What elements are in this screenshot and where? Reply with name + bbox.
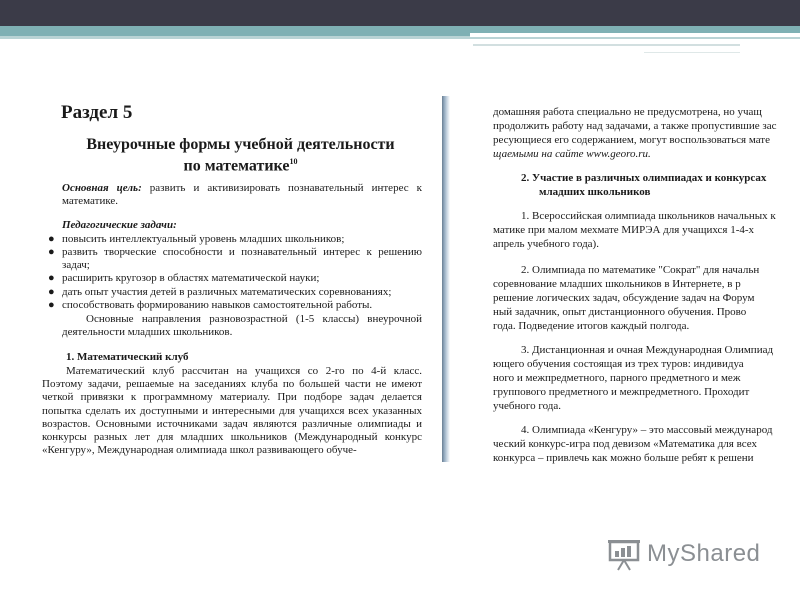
continuation-line: щаемыми на сайте www.georo.ru. <box>493 148 651 160</box>
title-line-2: по математике <box>183 157 290 175</box>
olympiad-2-line: года. Подведение итогов каждый полгода. <box>493 320 690 332</box>
continuation-line: домашняя работа специально не предусмотрена, но учащ <box>493 106 762 118</box>
olympiad-3-line: ного и межпредметного, парного предметного и меж <box>493 372 741 384</box>
top-dark-band <box>0 0 800 26</box>
olympiad-1-line: 1. Всероссийская олимпиада школьников начальных к <box>521 210 776 222</box>
goal-label: Основная цель: <box>62 182 142 194</box>
tasks-label-text: Педагогические задачи: <box>62 219 177 231</box>
bullet-text: повысить интеллектуальный уровень младших школьников; <box>62 233 345 245</box>
olympiad-4-line: 4. Олимпиада «Кенгуру» – это массовый международ <box>521 424 773 436</box>
olympiad-4-line: ческий конкурс-игра под девизом «Математика для всех <box>493 438 757 450</box>
goal-paragraph <box>62 182 422 208</box>
tasks-label <box>62 219 422 232</box>
section-2-heading-line-2: младших школьников <box>539 186 651 198</box>
page-title <box>38 136 443 174</box>
directions-paragraph: Основные направления разновозрастной (1-5 классы) внеурочной деятельности младших школьников. <box>62 313 422 339</box>
olympiad-2-line: ный задачник, опыт дистанционного обучения. Прово <box>493 306 747 318</box>
title-line-1: Внеурочные формы учебной деятельности <box>86 136 395 153</box>
olympiad-3-line: учебного года. <box>493 400 562 412</box>
presentation-screen-icon <box>607 538 643 572</box>
bullet-dot-icon: ● <box>48 299 55 311</box>
bullet-text: дать опыт участия детей в различных математических соревнованиях; <box>62 286 392 298</box>
club-heading: 1. Математический клуб <box>66 351 189 363</box>
club-paragraph: Математический клуб рассчитан на учащихся со 2-го по 4-й класс. Поэтому задачи, решаемые на заседаниях клуба по большей части не имеют четкой привязки к программному материалу. При подборе задач делается попытка сделать их доступными и интересными для учащихся всех указанных возрастов. Основными источниками задач являются различные олимпиады и конкурсы разных лет для младших школьников (Международный конкурс «Кенгуру», Международная олимпиада школ развивающего обуче- <box>42 365 422 457</box>
bullet-dot-icon: ● <box>48 233 55 245</box>
bullet-dot-icon: ● <box>48 246 55 258</box>
bullet-item <box>48 286 422 299</box>
olympiad-2-line: 2. Олимпиада по математике "Сократ" для начальн <box>521 264 760 276</box>
goal-text: развить и активизировать познавательный интерес к математике. <box>62 182 423 208</box>
bullet-dot-icon: ● <box>48 286 55 298</box>
page-divider <box>442 96 450 462</box>
olympiad-4-line: конкурса – привлечь как можно больше ребят к решени <box>493 452 754 464</box>
bullet-item <box>48 246 422 272</box>
olympiad-2-line: решение логических задач, обсуждение задач на Форум <box>493 292 755 304</box>
olympiad-1-line: матике при малом мехмате МИРЭА для учащихся 1-4-х <box>493 224 755 236</box>
olympiad-3-line: группового предметного и межпредметного. Проходит <box>493 386 750 398</box>
section-2-heading: 2. Участие в различных олимпиадах и конкурсах <box>521 172 767 184</box>
bullet-text: способствовать формированию навыков самостоятельной работы. <box>62 299 373 311</box>
bullet-text: развить творческие способности и познавательный интерес к решению задач; <box>62 246 422 272</box>
bullet-item <box>48 299 422 312</box>
decorative-line <box>473 44 740 46</box>
bullet-item <box>48 233 422 246</box>
decorative-line-short <box>644 52 740 53</box>
section-title: Раздел 5 <box>61 102 133 123</box>
bullet-text: расширить кругозор в областях математической науки; <box>62 272 320 284</box>
myshared-logo <box>607 538 767 574</box>
bullet-item <box>48 272 422 285</box>
olympiad-1-line: апрель учебного года). <box>493 238 599 250</box>
logo-text: MyShared <box>647 540 761 567</box>
continuation-line: ресующиеся его содержанием, могут воспользоваться мате <box>493 134 770 146</box>
olympiad-3-line: ющего обучения состоящая из трех туров: индивидуа <box>493 358 744 370</box>
continuation-line: продолжить работу над задачами, а также пропустившие зас <box>493 120 777 132</box>
right-page-scan <box>493 98 783 464</box>
bullet-dot-icon: ● <box>48 272 55 284</box>
olympiad-3-line: 3. Дистанционная и очная Международная Олимпиад <box>521 344 774 356</box>
title-footnote-mark: 10 <box>289 157 298 166</box>
olympiad-2-line: соревнование младших школьников в Интернете, в р <box>493 278 741 290</box>
left-page-scan <box>38 98 443 464</box>
top-band-gap <box>470 33 800 37</box>
